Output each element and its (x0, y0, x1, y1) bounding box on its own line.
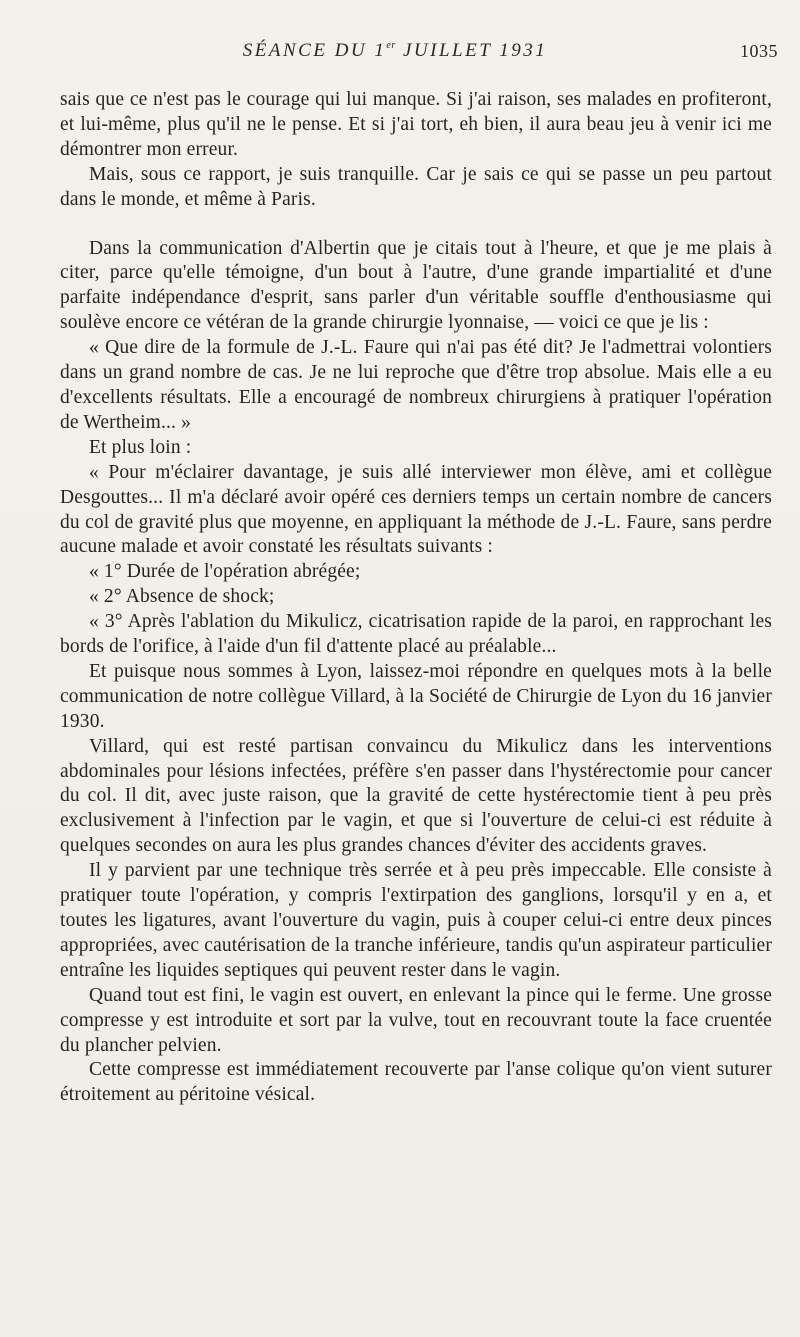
paragraph: Villard, qui est resté partisan convaincu du Mikulicz dans les interventions abdominales pour lésions infectées, préfère s'en passer dans l'hystérectomie pour cancer du col. Il dit, avec juste raison, que la gravité de cette hystérectomie tient à peu près exclusivement à l'infection par le vagin, et que si l'ouverture de celui-ci est réduite à quelques secondes on aura les plus grandes chances d'éviter des accidents graves. (60, 735, 772, 857)
running-header (0, 40, 800, 70)
running-title (0, 40, 790, 62)
list-item: « 2° Absence de shock; (89, 586, 275, 608)
paragraph: Et plus loin : (89, 436, 192, 458)
paragraph: Cette compresse est immédiatement recouverte par l'anse colique qu'on vient suturer étroitement au péritoine vésical. (60, 1059, 772, 1106)
page-number: 1035 (740, 41, 778, 61)
quotation: « Que dire de la formule de J.-L. Faure qui n'ai pas été dit? Je l'admettrai volontiers dans un grand nombre de cas. Je ne lui reproche que d'être trop absolue. Mais elle a eu d'excellents résultats. Elle a encouragé de nombreux chirurgiens à pratiquer l'opération de Wertheim... » (60, 337, 772, 433)
list-item: « 3° Après l'ablation du Mikulicz, cicatrisation rapide de la paroi, en rapprochant les bords de l'orifice, à l'aide d'un fil d'attente placé au préalable... (60, 611, 772, 658)
paragraph: sais que ce n'est pas le courage qui lui manque. Si j'ai raison, ses malades en profiteront, et lui-même, plus qu'il ne le pense. Et si j'ai tort, eh bien, il aura beau jeu à venir ici me démontrer mon erreur. (60, 89, 772, 160)
running-title-main: SÉANCE DU 1 (242, 40, 387, 61)
quotation: « Pour m'éclairer davantage, je suis allé interviewer mon élève, ami et collègue Desgouttes... Il m'a déclaré avoir opéré ces derniers temps un certain nombre de cancers du col de gravité plus que moyenne, en appliquant la méthode de J.-L. Faure, sans perdre aucune malade et avoir constaté les résultats suivants : (60, 461, 772, 558)
paragraph: Mais, sous ce rapport, je suis tranquille. Car je sais ce qui se passe un peu partout dans le monde, et même à Paris. (60, 163, 772, 210)
paragraph: Et puisque nous sommes à Lyon, laissez-moi répondre en quelques mots à la belle communication de notre collègue Villard, à la Société de Chirurgie de Lyon du 16 janvier 1930. (60, 660, 772, 732)
running-title-superscript: er (386, 39, 396, 51)
list-item: « 1° Durée de l'opération abrégée; (89, 561, 361, 583)
body-text (60, 88, 772, 1108)
paragraph: Il y parvient par une technique très serrée et à peu près impeccable. Elle consiste à pratiquer toute l'opération, y compris l'extirpation des ganglions, lorsqu'il y en a, et toutes les ligatures, avant l'ouverture du vagin, puis à couper celui-ci entre deux pinces appropriées, avec cautérisation de la tranche inférieure, tandis qu'un aspirateur particulier entraîne les liquides septiques qui peuvent rester dans le vagin. (60, 860, 772, 981)
paragraph: Dans la communication d'Albertin que je citais tout à l'heure, et que je me plais à citer, parce qu'elle témoigne, d'un bout à l'autre, d'une grande impartialité et d'une parfaite indépendance d'esprit, sans parler d'un véritable souffle d'enthousiasme qui soulève encore ce vétéran de la grande chirurgie lyonnaise, — voici ce que je lis : (60, 237, 772, 334)
running-title-date: JUILLET 1931 (395, 40, 548, 61)
paragraph: Quand tout est fini, le vagin est ouvert, en enlevant la pince qui le ferme. Une grosse compresse y est introduite et sort par la vulve, tout en recouvrant toute la face cruentée du plancher pelvien. (60, 984, 772, 1056)
